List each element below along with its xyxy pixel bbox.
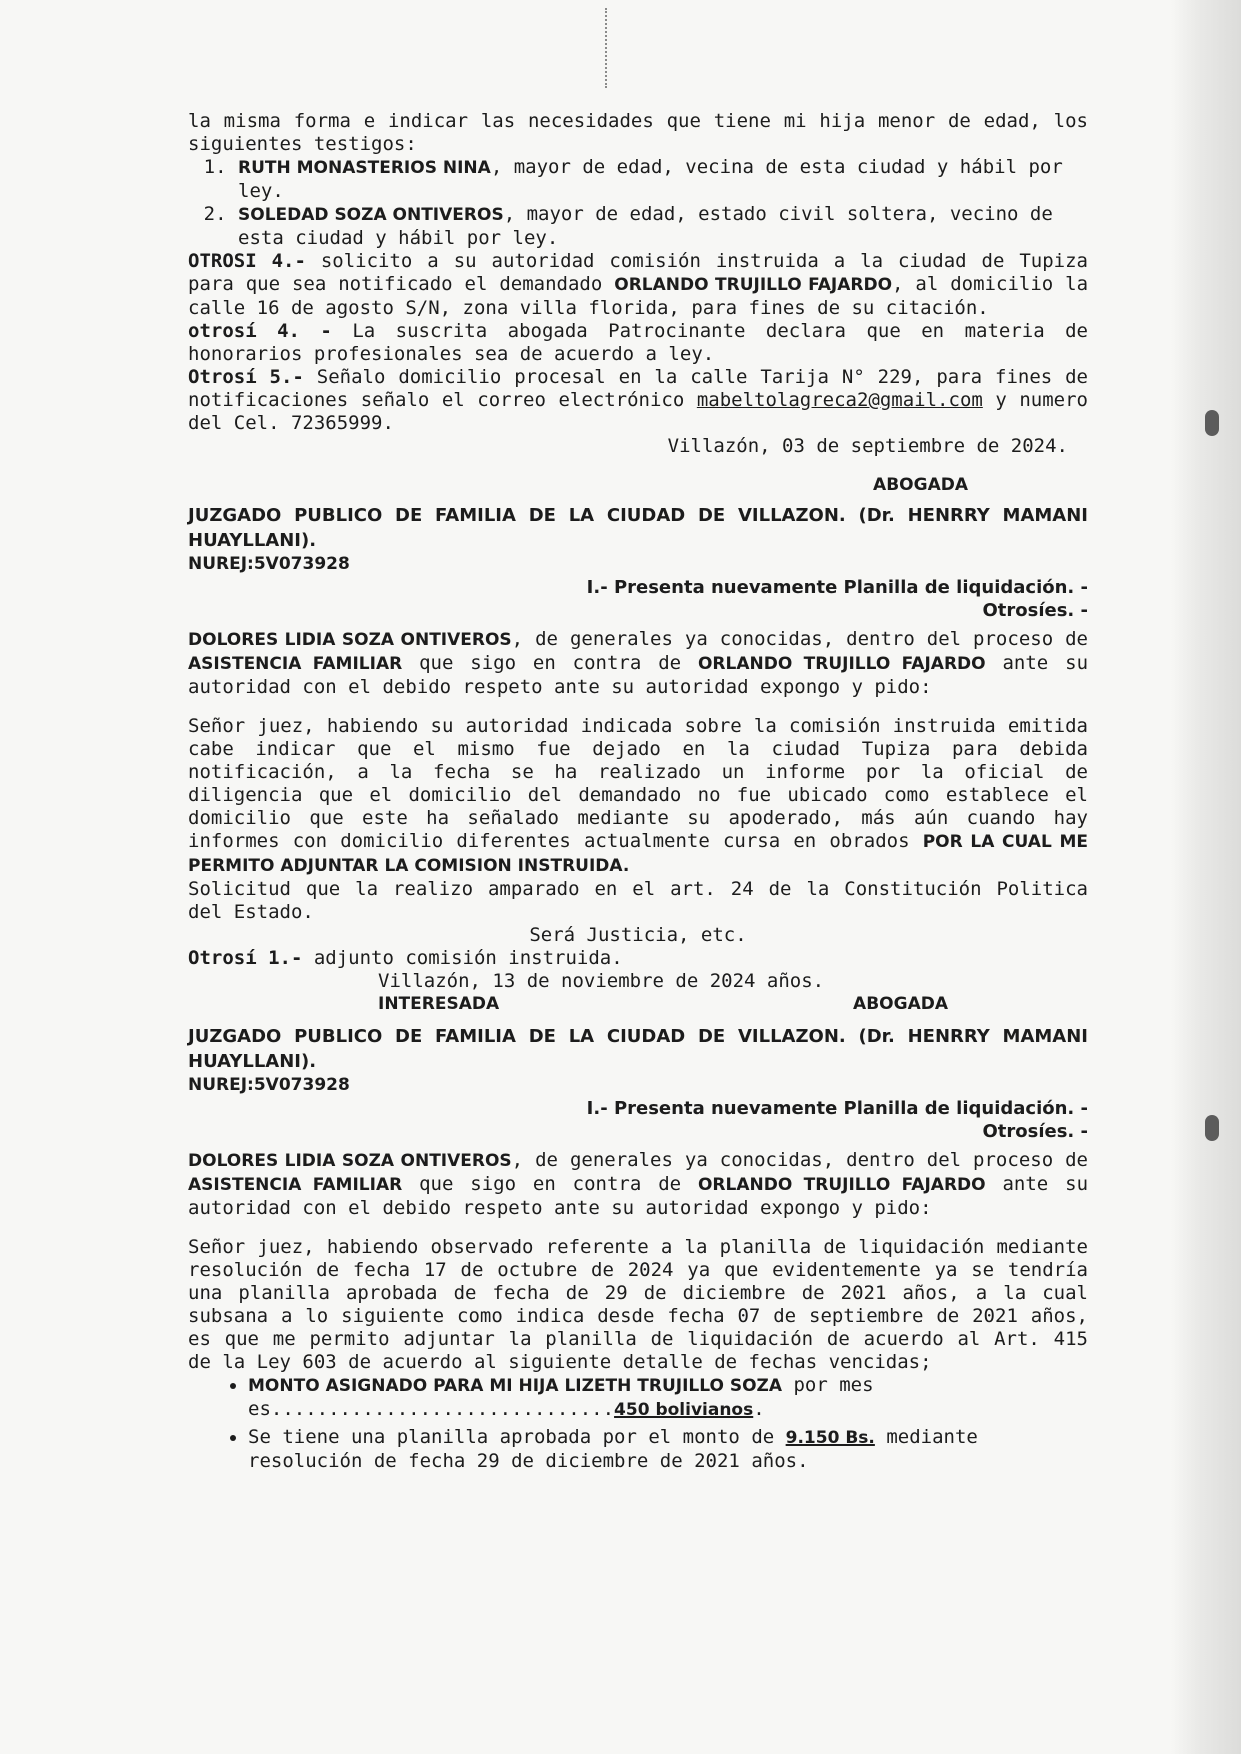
liquidation-list	[188, 1374, 1088, 1473]
petition-body: Señor juez, habiendo observado referente a la planilla de liquidación mediante resolución de fecha 17 de octubre de 2024 ya que evidentemente ya se tendría una planilla aprobada de fecha de 29 de diciembre de 2021 años, a la cual subsana a lo siguiente como indica desde fecha 07 de septiembre de 2021 años, es que me permito adjuntar la planilla de liquidación de acuerdo al Art. 415 de la Ley 603 de acuerdo al siguiente detalle de fechas vencidas;	[188, 1236, 1088, 1373]
list-item: • Se tiene una planilla aprobada por el monto de 9.150 Bs. mediante resolución de fecha 29 de diciembre de 2021 años.	[248, 1426, 1088, 1473]
otrosi-1: Otrosí 1.- adjunto comisión instruida.	[188, 947, 623, 969]
otrosi-4b: otrosí 4. - La suscrita abogada Patrocinante declara que en materia de honorarios profesionales sea de acuerdo a ley.	[188, 320, 1088, 365]
amount-value: 9.150 Bs.	[785, 1428, 875, 1448]
witness-item: 2. SOLEDAD SOZA ONTIVEROS, mayor de edad, estado civil soltera, vecino de esta ciudad y hábil por ley.	[238, 203, 1088, 250]
petition-heading: I.- Presenta nuevamente Planilla de liquidación. -	[586, 1098, 1088, 1119]
petition-body: Señor juez, habiendo su autoridad indicada sobre la comisión instruida emitida cabe indicar que el mismo fue dejado en la ciudad Tupiza para debida notificación, a la fecha se ha realizado un informe por la oficial de diligencia que el domicilio del demandado no fue ubicado como establece el domicilio que este ha señalado mediante su apoderado, más aún cuando hay informes con domicilio diferentes actualmente cursa en obrados POR LA CUAL ME PERMITO ADJUNTAR LA COMISION INSTRUIDA.	[188, 715, 1088, 876]
list-item: • MONTO ASIGNADO PARA MI HIJA LIZETH TRUJILLO SOZA por mes es..............................450 bolivianos.	[248, 1374, 1088, 1422]
signature-label: ABOGADA	[873, 475, 968, 495]
punch-hole	[1205, 1115, 1219, 1141]
witness-intro: la misma forma e indicar las necesidades que tiene mi hija menor de edad, los siguientes testigos:	[188, 110, 1088, 155]
date-line: Villazón, 13 de noviembre de 2024 años.	[378, 970, 825, 992]
nurej: NUREJ:5V073928	[188, 554, 350, 574]
email-link: mabeltolagreca2@gmail.com	[696, 389, 983, 411]
witness-list	[188, 156, 1088, 250]
signature-label: ABOGADA	[853, 994, 948, 1014]
page-edge-shadow	[1171, 0, 1241, 1754]
date-line: Villazón, 03 de septiembre de 2024.	[667, 435, 1068, 457]
otrosi-5: Otrosí 5.- Señalo domicilio procesal en la calle Tarija N° 229, para fines de notificaciones señalo el correo electrónico mabeltolagreca2@gmail.com y numero del Cel. 72365999.	[188, 366, 1088, 434]
nurej: NUREJ:5V073928	[188, 1075, 350, 1095]
court-header: JUZGADO PUBLICO DE FAMILIA DE LA CIUDAD DE VILLAZON. (Dr. HENRRY MAMANI HUAYLLANI).	[188, 505, 1088, 551]
legal-basis: Solicitud que la realizo amparado en el art. 24 de la Constitución Politica del Estado.	[188, 878, 1088, 923]
signature-row	[188, 993, 1088, 1016]
witness-item: 1. RUTH MONASTERIOS NINA, mayor de edad, vecina de esta ciudad y hábil por ley.	[238, 156, 1088, 203]
punch-hole	[1205, 410, 1219, 436]
court-header: JUZGADO PUBLICO DE FAMILIA DE LA CIUDAD DE VILLAZON. (Dr. HENRRY MAMANI HUAYLLANI).	[188, 1026, 1088, 1072]
party-intro: DOLORES LIDIA SOZA ONTIVEROS, de generales ya conocidas, dentro del proceso de ASISTENCIA FAMILIAR que sigo en contra de ORLANDO TRUJILLO FAJARDO ante su autoridad con el debido respeto ante su autoridad expongo y pido:	[188, 628, 1089, 698]
party-intro: DOLORES LIDIA SOZA ONTIVEROS, de generales ya conocidas, dentro del proceso de ASISTENCIA FAMILIAR que sigo en contra de ORLANDO TRUJILLO FAJARDO ante su autoridad con el debido respeto ante su autoridad expongo y pido:	[188, 1149, 1089, 1219]
closing-formula: Será Justicia, etc.	[529, 924, 747, 946]
staple-mark	[605, 8, 617, 88]
otrosi-4a: OTROSI 4.- solicito a su autoridad comisión instruida a la ciudad de Tupiza para que sea notificado el demandado ORLANDO TRUJILLO FAJARDO, al domicilio la calle 16 de agosto S/N, zona villa florida, para fines de su citación.	[188, 250, 1089, 319]
petition-subheading: Otrosíes. -	[982, 1121, 1088, 1142]
document-content	[188, 110, 1088, 1477]
petition-heading: I.- Presenta nuevamente Planilla de liquidación. -	[586, 577, 1088, 598]
signature-label: INTERESADA	[378, 994, 500, 1014]
amount-value: 450 bolivianos	[614, 1400, 754, 1420]
petition-subheading: Otrosíes. -	[982, 600, 1088, 621]
